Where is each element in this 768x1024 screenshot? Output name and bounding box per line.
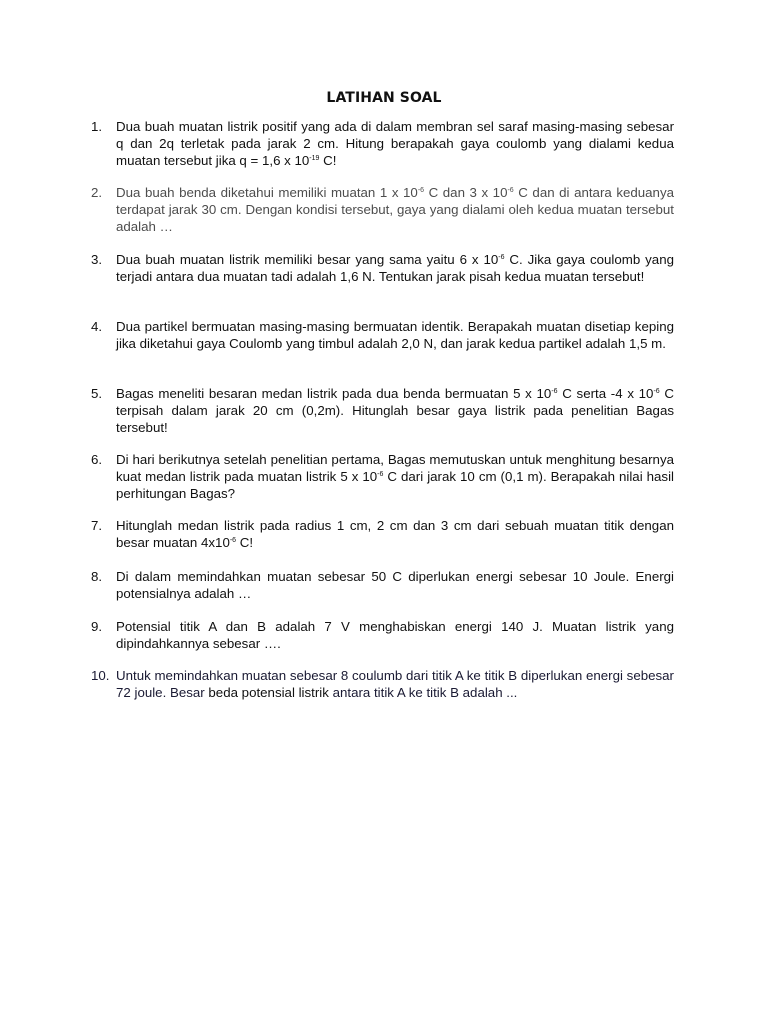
exponent: -19 [309,154,320,162]
question-item-2 [91,185,674,235]
exponent: -6 [417,187,425,194]
question-item-10 [91,668,674,702]
question-item-5 [91,386,674,436]
question-number: 7. [91,518,103,533]
page-title: LATIHAN SOAL [326,90,442,106]
question-text: Di dalam memindahkan muatan sebesar 50 C diperlukan energi sebesar 10 Joule. Energi potensialnya adalah … [116,569,674,601]
question-text: Potensial titik A dan B adalah 7 V menghabiskan energi 140 J. Muatan listrik yang dipindahkannya sebesar …. [116,619,674,651]
question-number: 1. [91,119,103,134]
exponent: -6 [377,470,384,478]
question-item-3 [91,252,674,286]
question-number: 8. [91,569,103,584]
question-text: Dua partikel bermuatan masing-masing bermuatan identik. Berapakah muatan disetiap keping jika diketahui gaya Coulomb yang timbul adalah 2,0 N, dan jarak kedua partikel adalah 1,5 m. [116,319,674,351]
question-item-8 [91,569,674,603]
question-number: 4. [91,319,103,334]
question-text: Di hari berikutnya setelah penelitian pertama, Bagas memutuskan untuk menghitung besarnya kuat medan listrik pada muatan listrik 5 x $10^{-6}$ C dari jarak 10 cm (0,1 m). Berapakah nilai hasil perhitungan Bagas? [116,452,674,501]
question-number: 10. [91,668,110,683]
exponent: -6 [507,187,514,194]
question-item-9 [91,619,674,653]
question-text: Dua buah muatan listrik memiliki besar yang sama yaitu 6 x $10^{-6}$ C. Jika gaya coulomb yang terjadi antara dua muatan tadi adalah 1,6 N. Tentukan jarak pisah kedua muatan tersebut! [116,252,674,284]
question-number: 6. [91,452,103,467]
question-number: 2. [91,185,103,200]
question-item-4 [91,319,674,353]
question-item-7 [91,518,674,552]
question-text: Untuk memindahkan muatan sebesar 8 coulumb dari titik A ke titik B diperlukan energi sebesar 72 joule. Besar beda potensial listrik antara titik A ke titik B adalah ... [116,668,674,700]
exponent: -6 [498,254,505,261]
exponent: -6 [229,536,237,544]
question-text: Hitunglah medan listrik pada radius 1 cm, 2 cm dan 3 cm dari sebuah muatan titik dengan besar muatan $4x10^{-6}$ C! [116,518,674,550]
question-item-1 [91,119,674,169]
question-number: 9. [91,619,103,634]
question-text: Dua buah benda diketahui memiliki muatan 1 x $10^{-6}$ C dan 3 x $10^{-6}$ C dan di antara keduanya terdapat jarak 30 cm. Dengan kondisi tersebut, gaya yang dialami oleh kedua muatan tersebut adalah … [116,185,674,234]
exponent: -6 [551,388,558,395]
question-text: Dua buah muatan listrik positif yang ada di dalam membran sel saraf masing-masing sebesar q dan 2q terletak pada jarak 2 cm. Hitung berapakah gaya coulomb yang dialami kedua muatan tersebut jika q = 1,6 x $10^{-19}$ C! [116,119,674,168]
exponent: -6 [653,388,660,395]
emphasized-term: beda potensial listrik [208,684,329,700]
question-text: Bagas meneliti besaran medan listrik pada dua benda bermuatan 5 x $10^{-6}$ C serta -4 x $10^{-6}$ C terpisah dalam jarak 20 cm (0,2m). Hitunglah besar gaya listrik pada penelitian Bagas tersebut! [116,386,674,435]
question-number: 5. [91,386,103,401]
question-item-6 [91,452,674,502]
question-number: 3. [91,252,103,267]
